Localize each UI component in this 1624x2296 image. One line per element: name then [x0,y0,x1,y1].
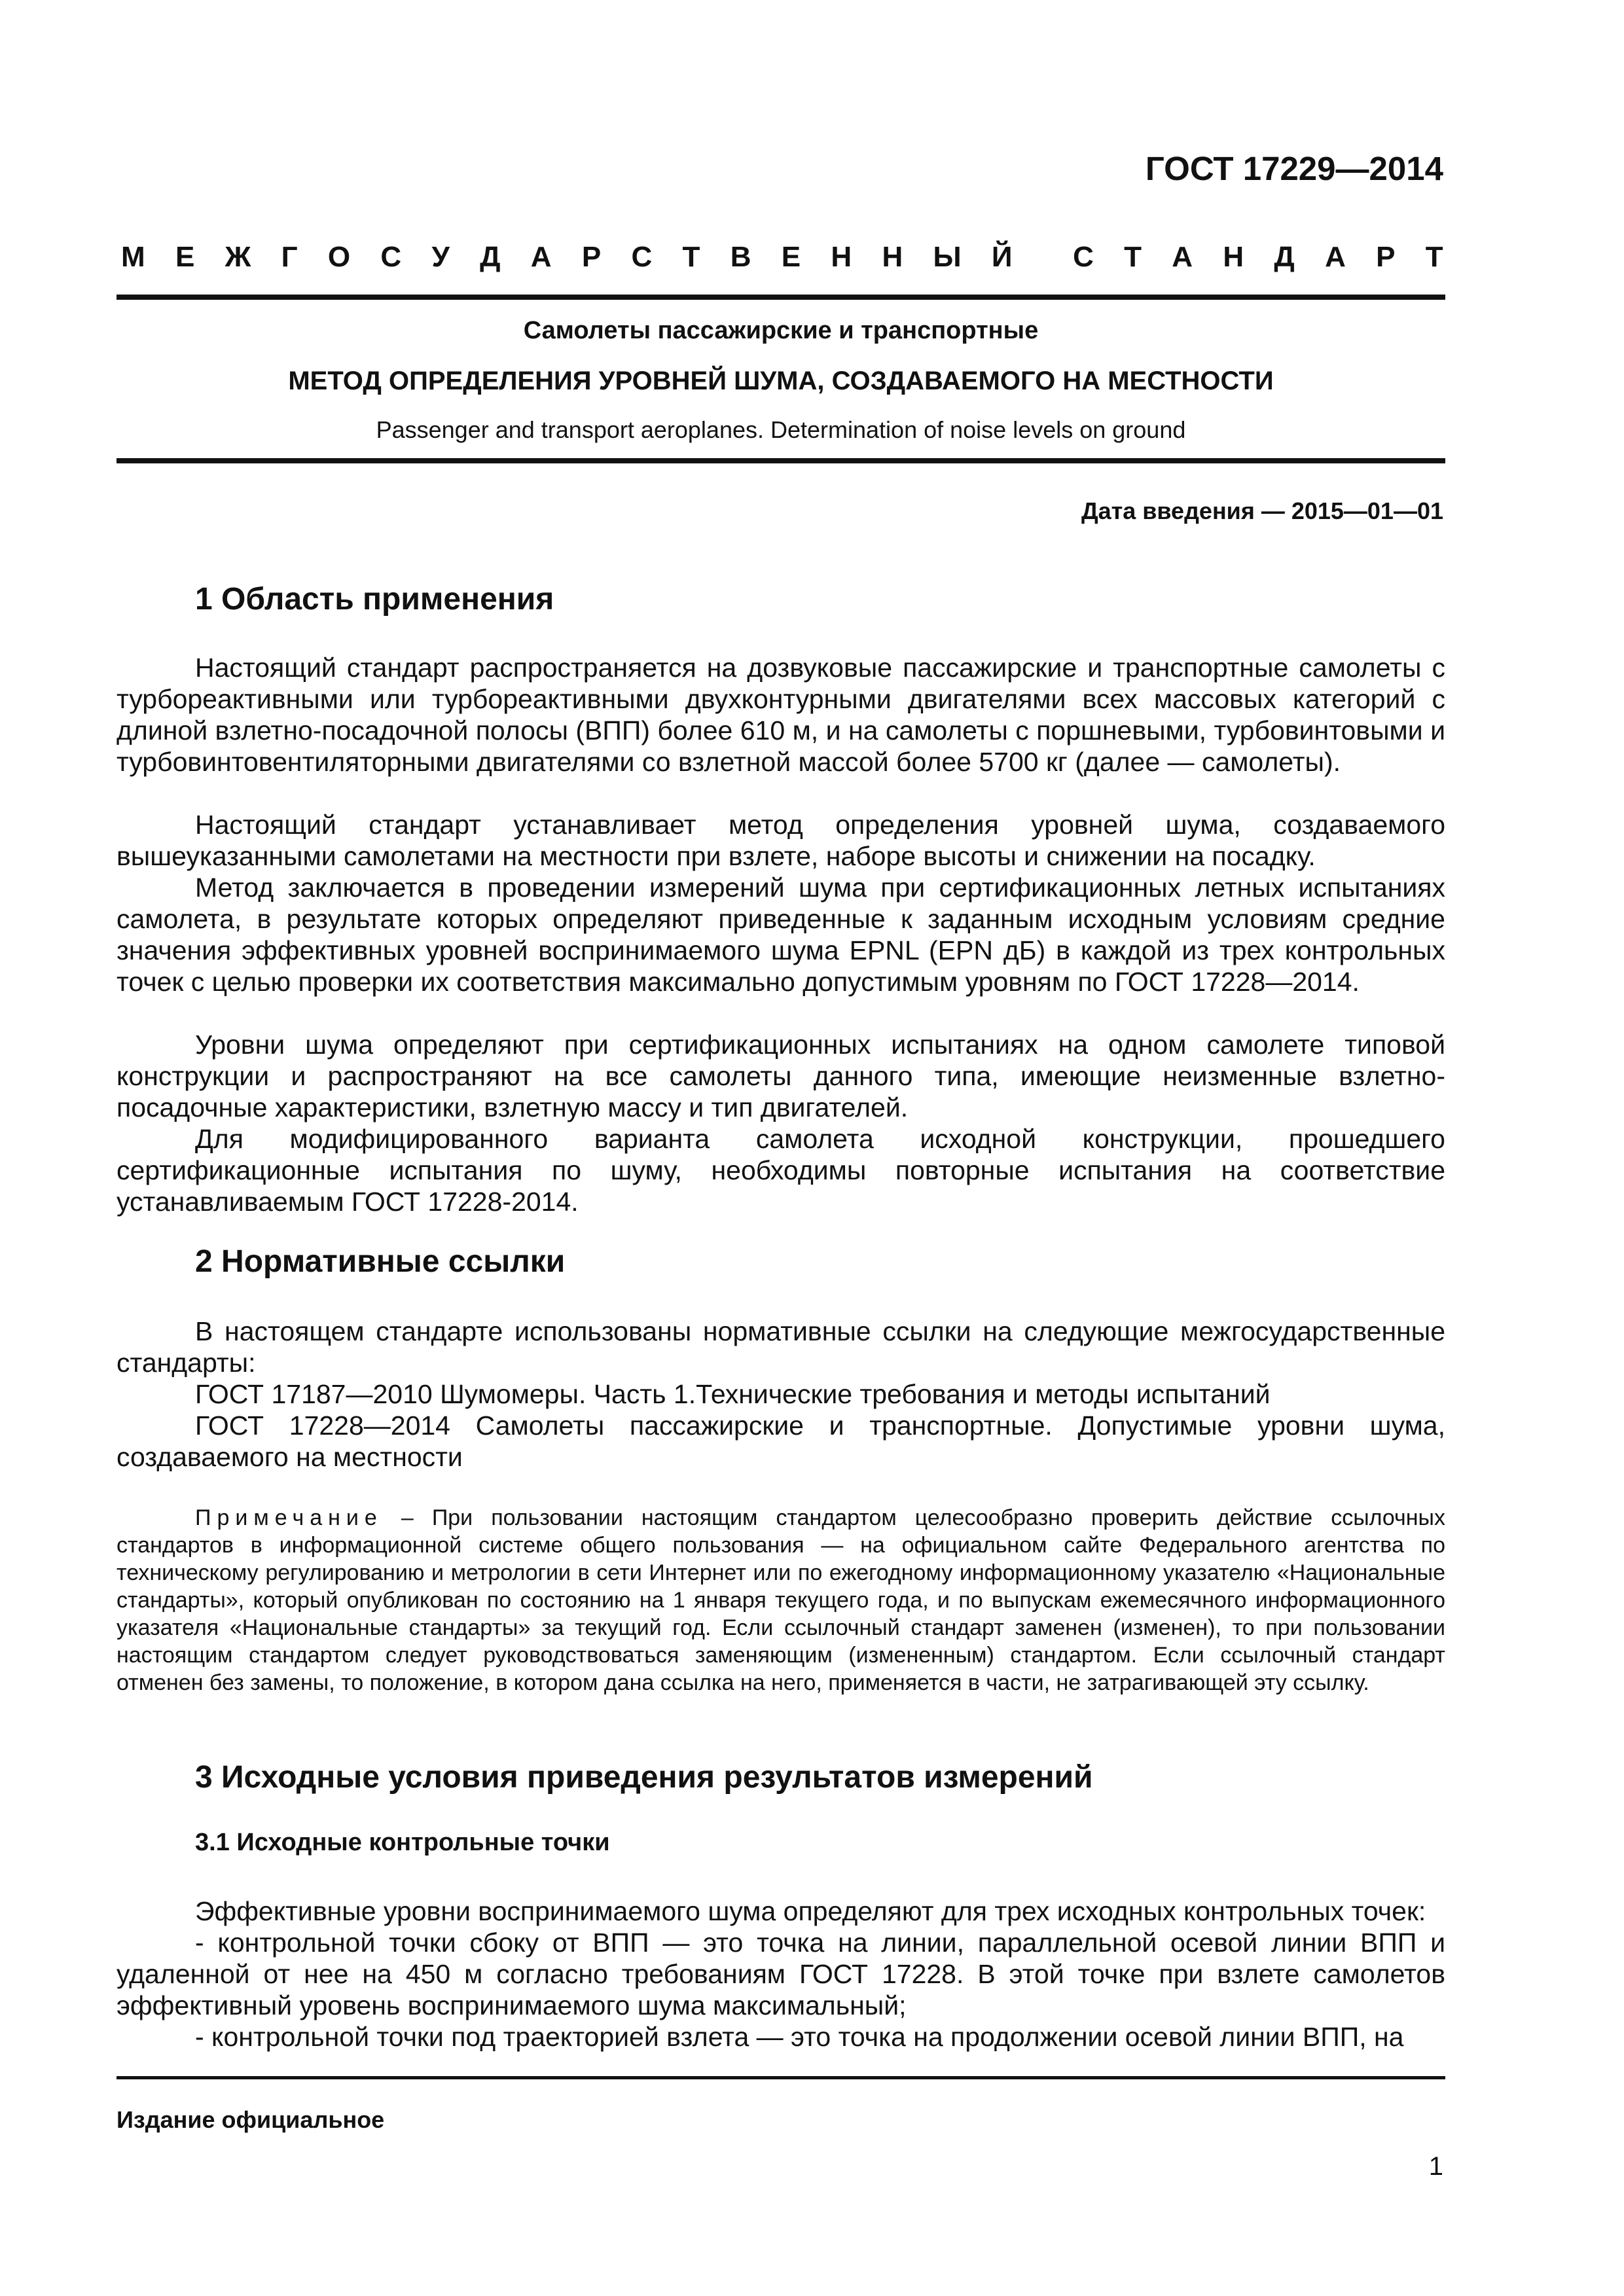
title-rule [117,458,1445,463]
title-line-2: МЕТОД ОПРЕДЕЛЕНИЯ УРОВНЕЙ ШУМА, СОЗДАВАЕМОГО НА МЕСТНОСТИ [288,367,1274,395]
section-3-para-2: - контрольной точки сбоку от ВПП — это точка на линии, параллельной осевой линии ВПП и удаленной от нее на 450 м согласно требованиям ГОСТ 17228. В этой точке при взлете самолетов эффективный уровень воспринимаемого шума максимальный; [117,1928,1445,2020]
standard-category [121,241,1443,274]
category-letter: Р [1376,241,1396,273]
category-letter: О [327,241,351,273]
section-1-para-4: Уровни шума определяют при сертификационных испытаниях на одном самолете типовой конструкции и распространяют на все самолеты данного типа, имеющие неизменные взлетно-посадочные характеристики, взлетную массу и тип двигателей. [117,1030,1445,1122]
intro-date: Дата введения — 2015—01—01 [1081,497,1443,524]
section-2-para-1: В настоящем стандарте использованы нормативные ссылки на следующие межгосударственные стандарты: [117,1316,1445,1378]
section-1-para-5: Для модифицированного варианта самолета исходной конструкции, прошедшего сертификационные испытания по шуму, необходимы повторные испытания на соответствие устанавливаемым ГОСТ 17228-2014. [117,1124,1445,1217]
category-letter: С [631,241,653,273]
category-letter: Д [480,241,501,273]
category-letter: Е [781,241,801,273]
section-1-para-1: Настоящий стандарт распространяется на дозвуковые пассажирские и транспортные самолеты с турбореактивными или турбореактивными двухконтурными двигателями всех массовых категорий с длиной взлетно-посадочной полосы (ВПП) более 610 м, и на самолеты с поршневыми, турбовинтовыми и турбовинтовентиляторными двигателями со взлетной массой более 5700 кг (далее — самолеты). [117,653,1445,777]
page-number: 1 [1428,2152,1443,2181]
category-letter: Т [1124,241,1142,273]
section-2-note [117,1504,1445,1696]
note-text: – При пользовании настоящим стандартом целесообразно проверить действие ссылочных стандартов в информационной системе общего пользования — на официальном сайте Федерального агентства по техническому регулированию и метрологии в сети Интернет или по ежегодному информационному указателю «Национальные стандарты», который опубликован по состоянию на 1 января текущего года, и по выпускам ежемесячного информационного указателя «Национальные стандарты» за текущий год. Если ссылочный стандарт заменен (изменен), то при пользовании настоящим стандартом следует руководствоваться заменяющим (измененным) стандартом. Если ссылочный стандарт отменен без замены, то положение, в котором дана ссылка на него, применяется в части, не затрагивающей эту ссылку. [117,1505,1445,1695]
category-letter: Н [831,241,852,273]
category-letter: Н [1223,241,1244,273]
category-letter: В [730,241,751,273]
section-1-heading: 1 Область применения [195,582,554,617]
section-3-para-1: Эффективные уровни воспринимаемого шума определяют для трех исходных контрольных точек: [195,1896,1426,1926]
title-line-1: Самолеты пассажирские и транспортные [523,317,1039,344]
category-letter: Д [1274,241,1295,273]
category-letter: У [431,241,450,273]
edition-label: Издание официальное [117,2106,385,2133]
section-2-heading: 2 Нормативные ссылки [195,1244,566,1279]
footer-rule [117,2076,1445,2079]
section-2-ref-1: ГОСТ 17187—2010 Шумомеры. Часть 1.Технические требования и методы испытаний [195,1379,1271,1409]
title-english: Passenger and transport aeroplanes. Determination of noise levels on ground [376,416,1186,443]
section-2-ref-2: ГОСТ 17228—2014 Самолеты пассажирские и транспортные. Допустимые уровни шума, создаваемого на местности [117,1410,1445,1472]
category-letter: Й [991,241,1013,273]
standard-number: ГОСТ 17229—2014 [1145,150,1443,187]
category-letter: А [1325,241,1346,273]
category-letter: Р [581,241,602,273]
category-letter: Г [281,241,298,273]
category-letter: Н [882,241,903,273]
category-letter: Т [682,241,700,273]
category-letter: Е [175,241,195,273]
category-letter: С [1073,241,1094,273]
section-1-para-3: Метод заключается в проведении измерений шума при сертификационных летных испытаниях самолета, в результате которых определяют приведенные к заданным исходным условиям средние значения эффективных уровней воспринимаемого шума EPNL (EPN дБ) в каждой из трех контрольных точек с целью проверки их соответствия максимально допустимым уровням по ГОСТ 17228—2014. [117,872,1445,997]
note-label: Примечание [195,1505,383,1530]
category-letter: Т [1425,241,1443,273]
section-3-para-3: - контрольной точки под траекторией взлета — это точка на продолжении осевой линии ВПП, на [195,2022,1404,2052]
section-3-1-heading: 3.1 Исходные контрольные точки [195,1829,610,1856]
section-1-para-2: Настоящий стандарт устанавливает метод определения уровней шума, создаваемого вышеуказанными самолетами на местности при взлете, наборе высоты и снижении на посадку. [117,810,1445,871]
category-letter: А [1172,241,1193,273]
section-3-heading: 3 Исходные условия приведения результатов измерений [195,1760,1093,1795]
category-letter: М [121,241,145,273]
category-letter: А [530,241,552,273]
header-rule [117,295,1445,300]
category-letter: Ж [225,241,251,273]
category-letter: Ы [933,241,962,273]
category-letter: С [380,241,402,273]
